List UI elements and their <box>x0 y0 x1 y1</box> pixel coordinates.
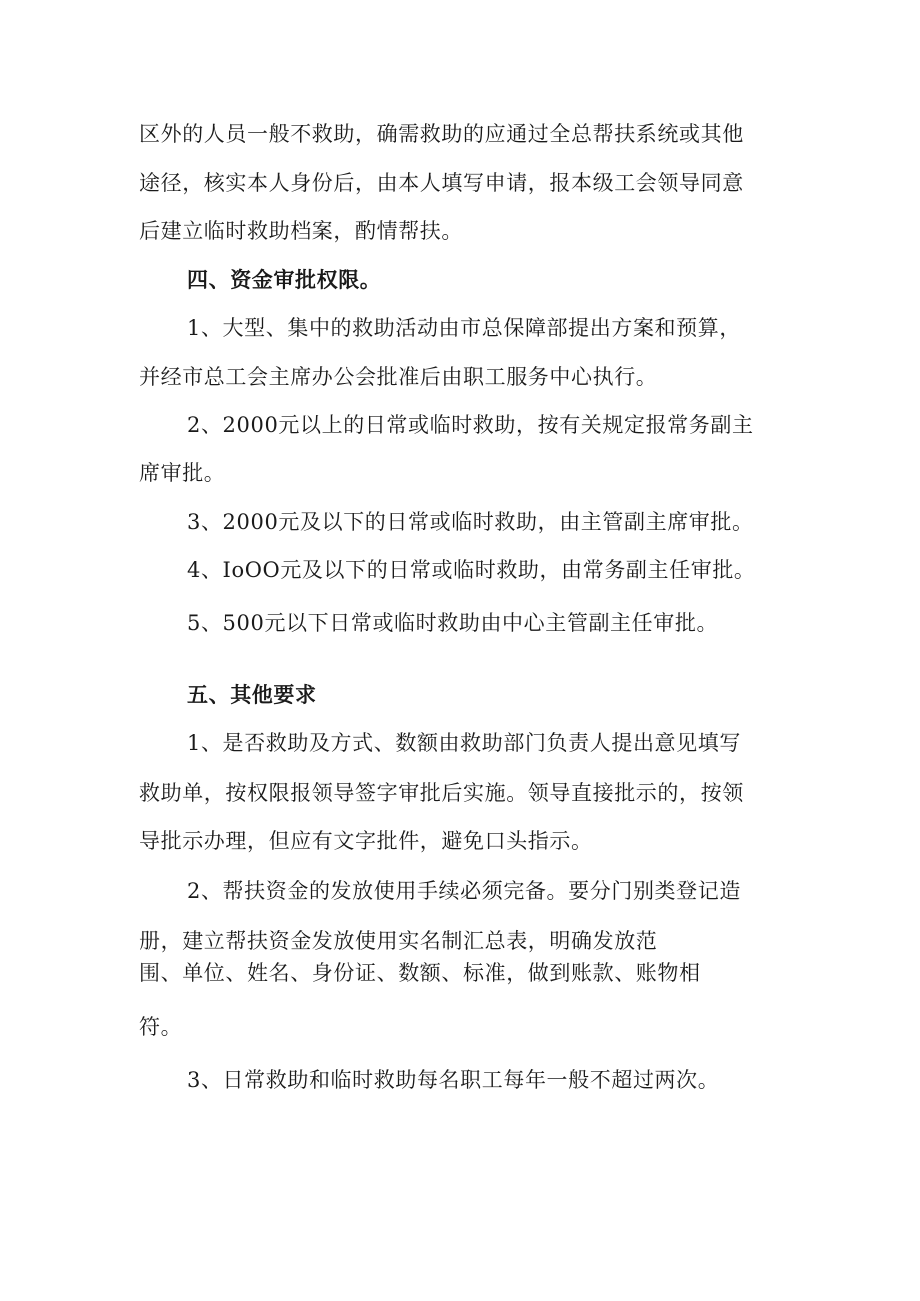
body-text-line: 围、单位、姓名、身份证、数额、标准，做到账款、账物相 <box>139 961 701 985</box>
body-text-line: 导批示办理，但应有文字批件，避免口头指示。 <box>139 829 593 853</box>
body-text-line: 2、2000元以上的日常或临时救助，按有关规定报常务副主 <box>187 413 754 437</box>
body-text-line: 1、是否救助及方式、数额由救助部门负责人提出意见填写 <box>187 731 741 755</box>
body-text-line: 3、2000元及以下的日常或临时救助，由主管副主席审批。 <box>187 510 754 534</box>
section-heading: 四、资金审批权限。 <box>187 268 382 292</box>
body-text-line: 3、日常救助和临时救助每名职工每年一般不超过两次。 <box>187 1068 720 1092</box>
body-text-line: 符。 <box>139 1015 183 1039</box>
body-text-line: 5、500元以下日常或临时救助由中心主管副主任审批。 <box>187 611 719 635</box>
body-text-line: 后建立临时救助档案，酌情帮扶。 <box>139 219 463 243</box>
body-text-line: 席审批。 <box>139 461 226 485</box>
section-heading: 五、其他要求 <box>187 683 317 707</box>
body-text-line: 册，建立帮扶资金发放使用实名制汇总表，明确发放范 <box>139 929 658 953</box>
body-text-line: 途径，核实本人身份后，由本人填写申请，报本级工会领导同意 <box>139 171 744 195</box>
body-text-line: 4、IoOO元及以下的日常或临时救助，由常务副主任审批。 <box>187 558 756 582</box>
body-text-line: 并经市总工会主席办公会批准后由职工服务中心执行。 <box>139 365 658 389</box>
body-text-line: 区外的人员一般不救助，确需救助的应通过全总帮扶系统或其他 <box>139 122 744 146</box>
body-text-line: 2、帮扶资金的发放使用手续必须完备。要分门别类登记造 <box>187 879 741 903</box>
body-text-line: 1、大型、集中的救助活动由市总保障部提出方案和预算， <box>187 316 741 340</box>
body-text-line: 救助单，按权限报领导签字审批后实施。领导直接批示的，按领 <box>139 781 744 805</box>
